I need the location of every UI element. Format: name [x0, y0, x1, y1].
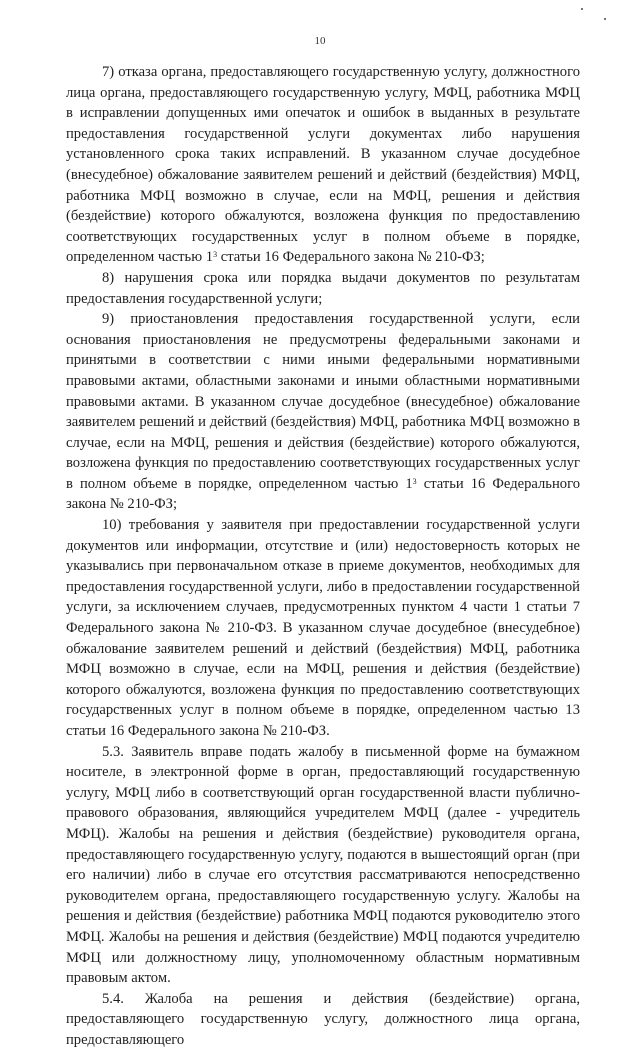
- paragraph-item-7: 7) отказа органа, предоставляющего государственную услугу, должностного лица органа, предоставляющего государственную услугу, МФЦ, работника МФЦ в исправлении допущенных ими опечаток и ошибок в выданных в результате предоставления государственной услуги документах либо нарушения установленного срока таких исправлений. В указанном случае досудебное (внесудебное) обжалование заявителем решений и действий (бездействия) МФЦ, работника МФЦ возможно в случае, если на МФЦ, решения и действия (бездействие) которого обжалуются, возложена функция по предоставлению соответствующих государственных услуг в полном объеме в порядке, определенном частью $1^3$ статьи 16 Федерального закона № 210-ФЗ;: [66, 64, 580, 266]
- paragraph-item-8: 8) нарушения срока или порядка выдачи документов по результатам предоставления государственной услуги;: [66, 269, 580, 307]
- scan-speck: [581, 8, 583, 10]
- paragraph-item-9: 9) приостановления предоставления государственной услуги, если основания приостановления не предусмотрены федеральными законами и принятыми в соответствии с ними иными федеральными нормативными правовыми актами, областными законами и иными областными нормативными правовыми актами. В указанном случае досудебное (внесудебное) обжалование заявителем решений и действий (бездействия) МФЦ, работника МФЦ возможно в случае, если на МФЦ, решения и действия (бездействие) которого обжалуются, возложена функция по предоставлению соответствующих государственных услуг в полном объеме в порядке, определенном частью $1^3$ статьи 16 Федерального закона № 210-ФЗ;: [66, 311, 580, 513]
- scan-speck: [604, 18, 606, 20]
- paragraph-5-3: 5.3. Заявитель вправе подать жалобу в письменной форме на бумажном носителе, в электронной форме в орган, предоставляющий государственную услугу, МФЦ либо в соответствующий орган государственной власти публично-правового образования, являющийся учредителем МФЦ (далее - учредитель МФЦ). Жалобы на решения и действия (бездействие) руководителя органа, предоставляющего государственную услугу, подаются в вышестоящий орган (при его наличии) либо в случае его отсутствия рассматриваются непосредственно руководителем органа, предоставляющего государственную услугу. Жалобы на решения и действия (бездействие) работника МФЦ подаются руководителю этого МФЦ. Жалобы на решения и действия (бездействие) МФЦ подаются учредителю МФЦ или должностному лицу, уполномоченному областным нормативным правовым актом.: [66, 743, 580, 987]
- superscript: 3: [412, 476, 417, 486]
- document-body: [66, 62, 580, 1051]
- paragraph-5-4: 5.4. Жалоба на решения и действия (бездействие) органа, предоставляющего государственную услугу, должностного лица органа, предоставляющего: [66, 990, 580, 1048]
- paragraph-item-10: 10) требования у заявителя при предоставлении государственной услуги документов или информации, отсутствие и (или) недостоверность которых не указывались при первоначальном отказе в приеме документов, необходимых для предоставления государственной услуги, либо в предоставлении государственной услуги, за исключением случаев, предусмотренных пунктом 4 части 1 статьи 7 Федерального закона № 210-ФЗ. В указанном случае досудебное (внесудебное) обжалование заявителем решений и действий (бездействия) МФЦ, работника МФЦ возможно в случае, если на МФЦ, решения и действия (бездействие) которого обжалуются, возложена функция по предоставлению соответствующих государственных услуг в полном объеме в порядке, определенном частью 13 статьи 16 Федерального закона № 210-ФЗ.: [66, 517, 580, 739]
- superscript: 3: [213, 250, 218, 260]
- page-number: 10: [314, 35, 326, 47]
